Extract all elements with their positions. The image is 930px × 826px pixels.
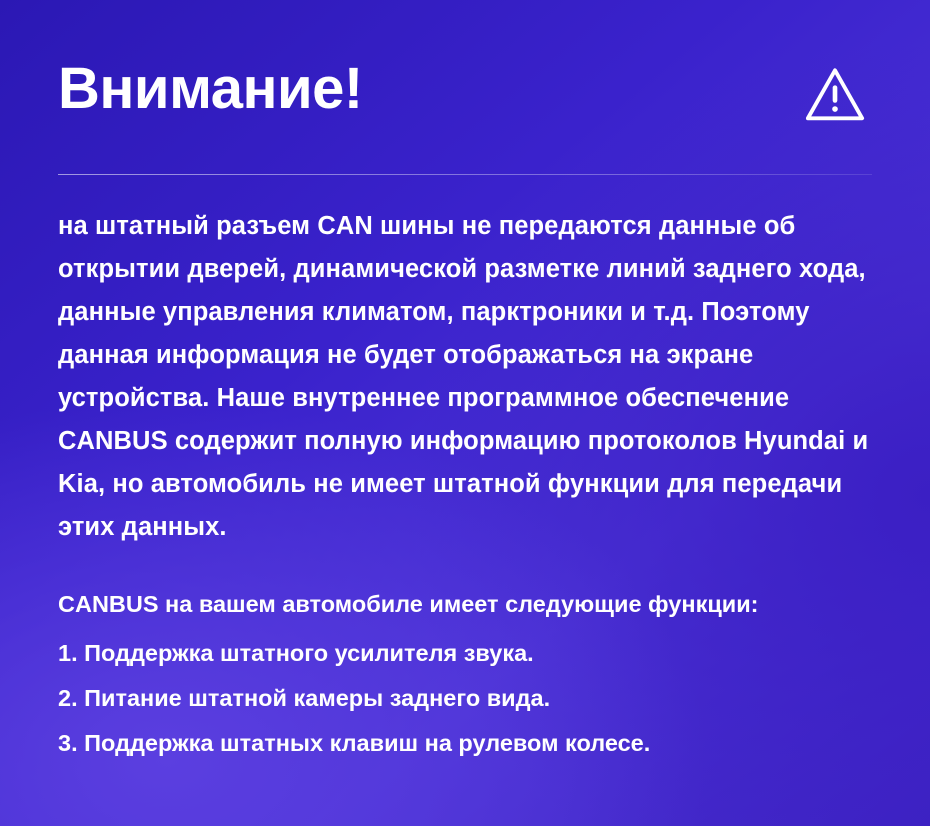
warning-paragraph: на штатный разъем CAN шины не передаются данные об открытии дверей, динамической разметке линий заднего хода, данные управления климатом, парктроники и т.д. Поэтому данная информация не будет отображаться на экране устройства. Наше внутреннее программное обеспечение CANBUS содержит полную информацию протоколов Hyundai и Kia, но автомобиль не имеет штатной функции для передачи этих данных. — [58, 212, 869, 541]
header-divider — [58, 174, 872, 175]
features-lead: CANBUS на вашем автомобиле имеет следующие функции: — [58, 591, 759, 617]
features-section — [58, 585, 872, 766]
list-item: 3. Поддержка штатных клавиш на рулевом колесе. — [58, 730, 651, 756]
features-list — [58, 631, 872, 766]
poster-header — [58, 56, 872, 152]
warning-triangle-icon — [804, 64, 866, 126]
list-item: 1. Поддержка штатного усилителя звука. — [58, 640, 534, 666]
list-item: 2. Питание штатной камеры заднего вида. — [58, 685, 551, 711]
page-title: Внимание! — [58, 56, 363, 121]
